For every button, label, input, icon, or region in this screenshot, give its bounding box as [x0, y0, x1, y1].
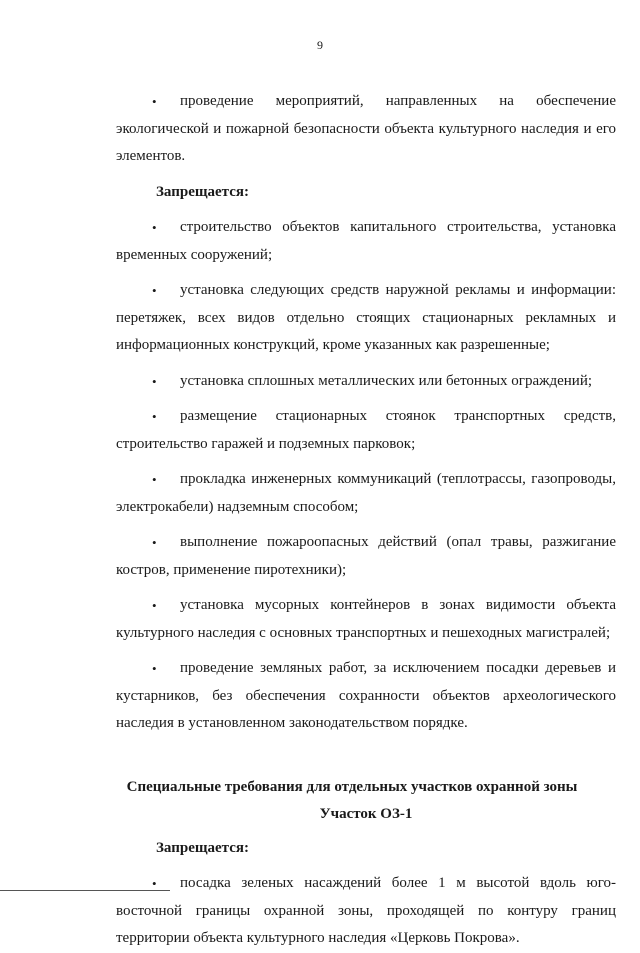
bullet-icon: • [152, 283, 157, 298]
prohibited-label: Запрещается: [156, 183, 250, 200]
section-subheading: Участок ОЗ-1 [319, 806, 413, 822]
bullet-icon: • [152, 220, 157, 235]
list-item-text: проведение мероприятий, направленных на обеспечение экологической и пожарной безопасности объекта культурного наследия и его элементов. [116, 93, 616, 164]
bullet-icon: • [152, 472, 157, 487]
bullet-icon: • [152, 598, 157, 613]
prohibited-list [116, 214, 616, 738]
list-item [116, 214, 616, 269]
list-item [116, 277, 616, 360]
list-item [116, 403, 616, 458]
list-item-text: размещение стационарных стоянок транспортных средств, строительство гаражей и подземных парковок; [116, 408, 616, 452]
list-item-text: проведение земляных работ, за исключением посадки деревьев и кустарников, без обеспечения сохранности объектов археологического наследия в установленном законодательством порядке. [116, 660, 616, 731]
list-item [116, 655, 616, 738]
bullet-icon: • [152, 535, 157, 550]
section-prohibited-label: Запрещается: [156, 839, 250, 856]
list-item-text: установка мусорных контейнеров в зонах видимости объекта культурного наследия с основных транспортных и пешеходных магистралей; [116, 597, 616, 641]
list-item-text: посадка зеленых насаждений более 1 м высотой вдоль юго-восточной границы охранной зоны, проходящей по контуру границ территории объекта культурного наследия «Церковь Покрова». [116, 875, 616, 946]
list-item [116, 368, 616, 396]
list-item-text: строительство объектов капитального строительства, установка временных сооружений; [116, 219, 616, 263]
list-item-text: установка сплошных металлических или бетонных ограждений; [180, 372, 593, 389]
footnote-divider [0, 890, 170, 891]
bullet-icon: • [152, 409, 157, 424]
document-body [116, 88, 616, 953]
section-heading: Специальные требования для отдельных участков охранной зоны [126, 778, 578, 795]
list-item [116, 592, 616, 647]
list-item [116, 529, 616, 584]
list-item-text: установка следующих средств наружной рекламы и информации: перетяжек, всех видов отдельно стоящих стационарных рекламных и информационных конструкций, кроме указанных как разрешенные; [116, 282, 616, 353]
bullet-icon: • [152, 661, 157, 676]
list-item-text: выполнение пожароопасных действий (опал травы, разжигание костров, применение пиротехники); [116, 534, 616, 578]
bullet-icon: • [152, 373, 157, 389]
list-item [116, 870, 616, 953]
list-item-text: прокладка инженерных коммуникаций (теплотрассы, газопроводы, электрокабели) надземным способом; [116, 471, 616, 515]
bullet-icon: • [152, 876, 157, 891]
intro-list-item [116, 88, 616, 171]
list-item [116, 466, 616, 521]
page-number: 9 [317, 38, 323, 52]
bullet-icon: • [152, 94, 157, 109]
